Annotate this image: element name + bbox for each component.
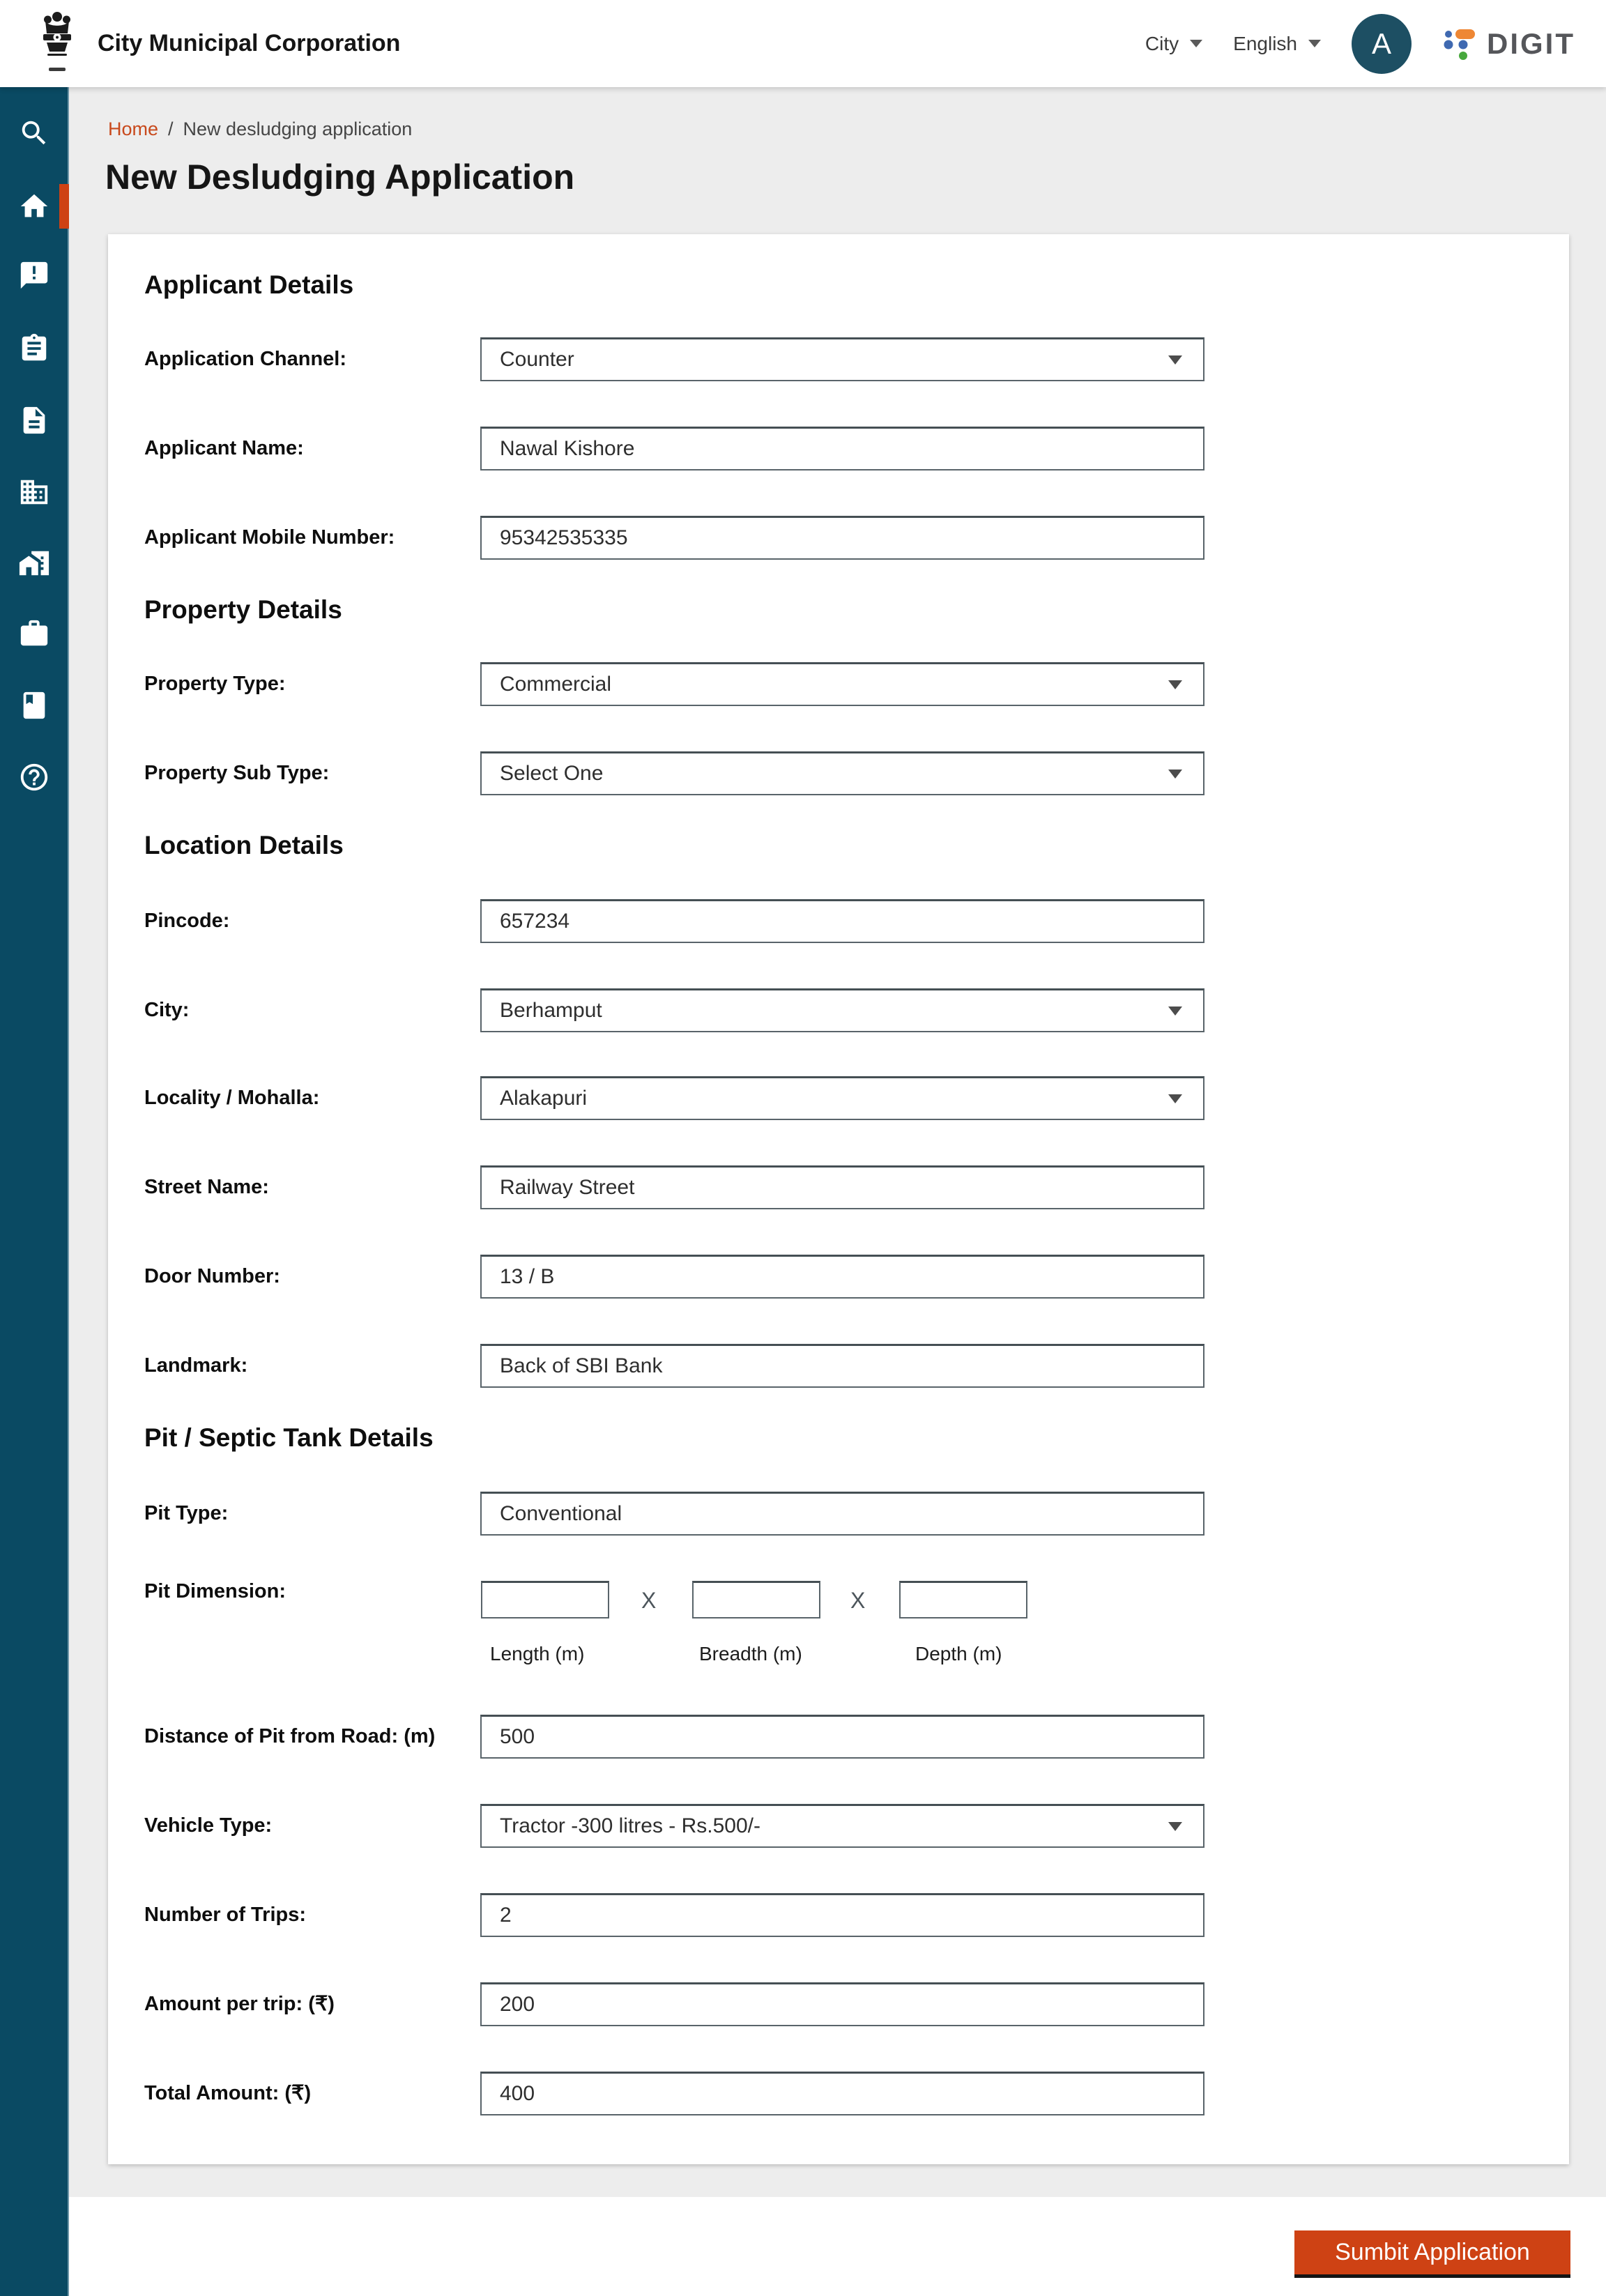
home-icon [18,190,50,222]
form-card [108,234,1569,2164]
applicant-name-label: Applicant Name: [144,437,304,459]
org-title: City Municipal Corporation [98,30,401,56]
search-icon [18,117,50,149]
vehicle-type-label: Vehicle Type: [144,1814,273,1837]
property-type-label: Property Type: [144,673,286,695]
total-amount-input[interactable] [480,2072,1204,2115]
applicant-name-input[interactable] [480,427,1204,470]
sidebar-item-employment[interactable] [0,609,68,658]
locality-value: Alakapuri [500,1087,588,1110]
content-area [69,87,1606,2197]
locality-select[interactable] [480,1076,1204,1120]
vehicle-type-value: Tractor -300 litres - Rs.500/- [500,1814,760,1837]
avatar-letter: A [1371,26,1391,60]
depth-unit-label: Depth (m) [915,1643,1002,1664]
city-label: City: [144,999,190,1021]
dimension-separator: X [641,1588,657,1613]
property-type-select[interactable] [480,662,1204,706]
complaint-icon [18,259,50,291]
digit-brand-text: DIGIT [1487,26,1575,60]
number-of-trips-input[interactable] [480,1893,1204,1937]
total-amount-label: Total Amount: (₹) [144,2082,312,2104]
pincode-label: Pincode: [144,910,230,932]
home-work-icon [18,547,50,579]
chevron-down-icon [1168,770,1182,779]
application-channel-value: Counter [500,348,574,371]
length-unit-label: Length (m) [490,1643,585,1664]
city-menu-label: City [1145,32,1179,54]
briefcase-icon [18,618,50,650]
section-title-applicant: Applicant Details [144,270,354,299]
application-channel-select[interactable] [480,337,1204,381]
street-name-label: Street Name: [144,1176,269,1198]
amount-per-trip-label: Amount per trip: (₹) [144,1993,335,2015]
sidebar-item-organisation[interactable] [0,468,68,516]
landmark-input[interactable] [480,1344,1204,1388]
number-of-trips-label: Number of Trips: [144,1904,307,1926]
chevron-down-icon [1168,1007,1182,1016]
application-channel-label: Application Channel: [144,348,346,370]
applicant-mobile-label: Applicant Mobile Number: [144,526,395,549]
bookmark-icon [18,689,50,721]
building-icon [18,476,50,508]
section-title-property: Property Details [144,595,342,624]
distance-from-road-input[interactable] [480,1715,1204,1759]
document-icon [18,404,50,436]
sidebar-item-home[interactable] [0,182,68,231]
sidebar-item-assignments[interactable] [0,324,68,373]
property-sub-type-label: Property Sub Type: [144,762,330,784]
property-sub-type-select[interactable] [480,751,1204,795]
door-number-input[interactable] [480,1255,1204,1299]
distance-from-road-label: Distance of Pit from Road: (m) [144,1725,436,1747]
vehicle-type-select[interactable] [480,1804,1204,1848]
sidebar-item-help[interactable] [0,753,68,802]
section-title-location: Location Details [144,831,344,859]
city-value: Berhamput [500,999,602,1022]
pit-type-input[interactable] [480,1492,1204,1536]
dimension-separator: X [850,1588,866,1613]
top-header [0,0,1606,87]
digit-dots-icon [1442,28,1478,60]
street-name-input[interactable] [480,1165,1204,1209]
breadcrumb-home-link[interactable]: Home [108,118,159,139]
digit-brand-logo [1442,27,1575,61]
city-select[interactable] [480,988,1204,1032]
section-title-pit: Pit / Septic Tank Details [144,1423,434,1452]
sidebar-item-home-work[interactable] [0,539,68,588]
clipboard-icon [18,332,50,365]
national-emblem-logo [40,9,74,82]
pit-depth-input[interactable] [899,1581,1027,1618]
chevron-down-icon [1308,40,1321,47]
language-menu-label: English [1233,32,1297,54]
pit-type-label: Pit Type: [144,1502,229,1524]
property-sub-type-value: Select One [500,762,604,785]
breadcrumb-current: New desludging application [183,118,413,139]
locality-label: Locality / Mohalla: [144,1087,320,1109]
page-title: New Desludging Application [105,158,575,197]
submit-application-button[interactable]: Sumbit Application [1294,2230,1570,2278]
chevron-down-icon [1168,355,1182,365]
chevron-down-icon [1168,1822,1182,1831]
sidebar-item-documents[interactable] [0,396,68,445]
left-sidebar [0,87,69,2296]
breadcrumb-separator: / [168,118,174,139]
landmark-label: Landmark: [144,1354,248,1377]
chevron-down-icon [1168,680,1182,689]
pit-dimension-label: Pit Dimension: [144,1580,286,1602]
city-menu[interactable] [1145,33,1202,55]
help-icon [18,761,50,793]
active-item-indicator [59,184,69,229]
door-number-label: Door Number: [144,1265,280,1287]
chevron-down-icon [1190,40,1202,47]
sidebar-item-complaints[interactable] [0,251,68,300]
user-avatar[interactable] [1352,14,1412,74]
pit-length-input[interactable] [481,1581,609,1618]
footer-action-bar [0,2197,1606,2296]
amount-per-trip-input[interactable] [480,1982,1204,2026]
breadcrumb [108,118,412,140]
pincode-input[interactable] [480,899,1204,943]
chevron-down-icon [1168,1094,1182,1103]
pit-breadth-input[interactable] [692,1581,820,1618]
sidebar-item-bookmarks[interactable] [0,681,68,730]
property-type-value: Commercial [500,673,612,696]
sidebar-item-search[interactable] [0,109,68,158]
applicant-mobile-input[interactable] [480,516,1204,560]
breadth-unit-label: Breadth (m) [699,1643,802,1664]
language-menu[interactable] [1233,33,1321,55]
